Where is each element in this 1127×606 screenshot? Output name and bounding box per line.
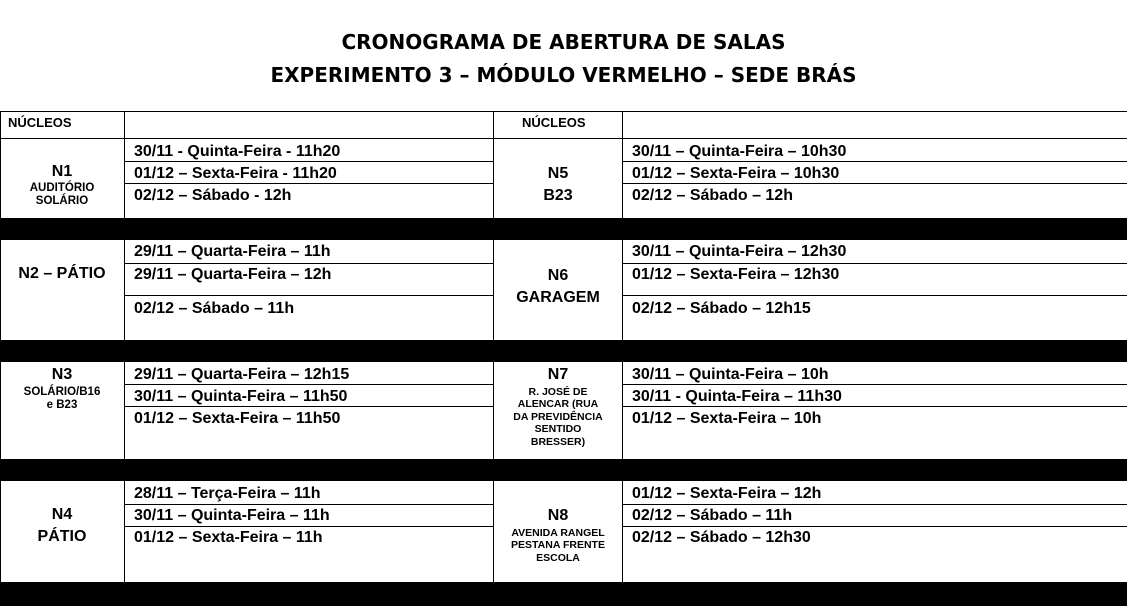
- row-line: [622, 263, 1127, 264]
- page-subtitle: EXPERIMENTO 3 – MÓDULO VERMELHO – SEDE BRÁS: [270, 63, 857, 87]
- nucleo-n6: [494, 267, 622, 306]
- schedule-entry: 30/11 – Quinta-Feira – 10h30: [632, 143, 847, 160]
- nucleo-n1: [0, 163, 124, 208]
- nucleo-location: AUDITÓRIO SOLÁRIO: [29, 181, 95, 207]
- schedule-entry: 30/11 – Quinta-Feira – 11h50: [134, 388, 348, 405]
- header-nucleos-left: NÚCLEOS: [8, 115, 72, 130]
- nucleo-n8: [494, 507, 622, 564]
- separator-bar: [0, 459, 1127, 481]
- nucleo-name: N5: [547, 165, 569, 182]
- header-divider: [0, 138, 1127, 139]
- row-line: [124, 161, 494, 162]
- schedule-entry: 02/12 – Sábado – 11h: [134, 300, 295, 317]
- row-line: [124, 295, 494, 296]
- page-title: CRONOGRAMA DE ABERTURA DE SALAS: [341, 30, 786, 54]
- schedule-entry: 29/11 – Quarta-Feira – 11h: [134, 243, 331, 260]
- nucleo-name: N6: [547, 267, 569, 284]
- nucleo-location: B23: [543, 186, 573, 204]
- nucleo-n4: [0, 506, 124, 545]
- schedule-entry: 01/12 – Sexta-Feira – 10h30: [632, 165, 840, 182]
- schedule-entry: 30/11 – Quinta-Feira – 10h: [632, 366, 829, 383]
- schedule-entry: 29/11 – Quarta-Feira – 12h: [134, 266, 332, 283]
- schedule-entry: 29/11 – Quarta-Feira – 12h15: [134, 366, 350, 383]
- schedule-entry: 02/12 – Sábado – 12h15: [632, 300, 811, 317]
- nucleo-name: N3: [51, 366, 73, 383]
- row-line: [622, 183, 1127, 184]
- nucleo-location: R. JOSÉ DE ALENCAR (RUA DA PREVIDÊNCIA SENTIDO BRESSER): [513, 385, 603, 448]
- separator-bar: [0, 218, 1127, 240]
- schedule-entry: 01/12 – Sexta-Feira – 11h: [134, 529, 323, 546]
- schedule-entry: 01/12 – Sexta-Feira – 12h: [632, 485, 822, 502]
- nucleo-name: N7: [547, 366, 569, 383]
- schedule-entry: 01/12 – Sexta-Feira - 11h20: [134, 165, 337, 182]
- schedule-entry: 01/12 – Sexta-Feira – 11h50: [134, 410, 341, 427]
- row-line: [124, 183, 494, 184]
- nucleo-n5: [494, 165, 622, 204]
- nucleo-n7: [494, 366, 622, 449]
- row-line: [622, 504, 1127, 505]
- schedule-entry: 30/11 – Quinta-Feira – 11h: [134, 507, 330, 524]
- schedule-entry: 01/12 – Sexta-Feira – 10h: [632, 410, 822, 427]
- schedule-entry: 30/11 - Quinta-Feira – 11h30: [632, 388, 842, 405]
- schedule-entry: 01/12 – Sexta-Feira – 12h30: [632, 266, 840, 283]
- nucleo-name: N4: [51, 506, 73, 523]
- separator-bar: [0, 340, 1127, 362]
- row-line: [124, 384, 494, 385]
- nucleo-n3: [0, 366, 124, 412]
- table-border-top: [0, 111, 1127, 112]
- header-nucleos-right: NÚCLEOS: [522, 115, 586, 130]
- schedule-entry: 02/12 – Sábado – 12h: [632, 187, 793, 204]
- schedule-entry: 02/12 – Sábado – 11h: [632, 507, 793, 524]
- schedule-entry: 30/11 – Quinta-Feira – 12h30: [632, 243, 847, 260]
- row-line: [622, 406, 1127, 407]
- schedule-entry: 30/11 - Quinta-Feira - 11h20: [134, 143, 341, 160]
- row-line: [622, 384, 1127, 385]
- separator-bar: [0, 582, 1127, 606]
- nucleo-location: PÁTIO: [37, 527, 87, 545]
- row-line: [622, 161, 1127, 162]
- row-line: [622, 295, 1127, 296]
- schedule-entry: 02/12 – Sábado - 12h: [134, 187, 292, 204]
- row-line: [124, 504, 494, 505]
- nucleo-location: SOLÁRIO/B16 e B23: [23, 385, 101, 411]
- nucleo-name: N1: [51, 163, 73, 180]
- schedule-entry: 28/11 – Terça-Feira – 11h: [134, 485, 321, 502]
- nucleo-location: AVENIDA RANGEL PESTANA FRENTE ESCOLA: [511, 526, 605, 564]
- schedule-entry: 02/12 – Sábado – 12h30: [632, 529, 811, 546]
- row-line: [622, 526, 1127, 527]
- nucleo-name: N8: [547, 507, 569, 524]
- row-line: [124, 263, 494, 264]
- row-line: [124, 526, 494, 527]
- schedule-table: [0, 111, 1127, 606]
- nucleo-name: N2 – PÁTIO: [18, 265, 106, 282]
- nucleo-location: GARAGEM: [516, 288, 600, 306]
- row-line: [124, 406, 494, 407]
- nucleo-n2: [0, 265, 124, 283]
